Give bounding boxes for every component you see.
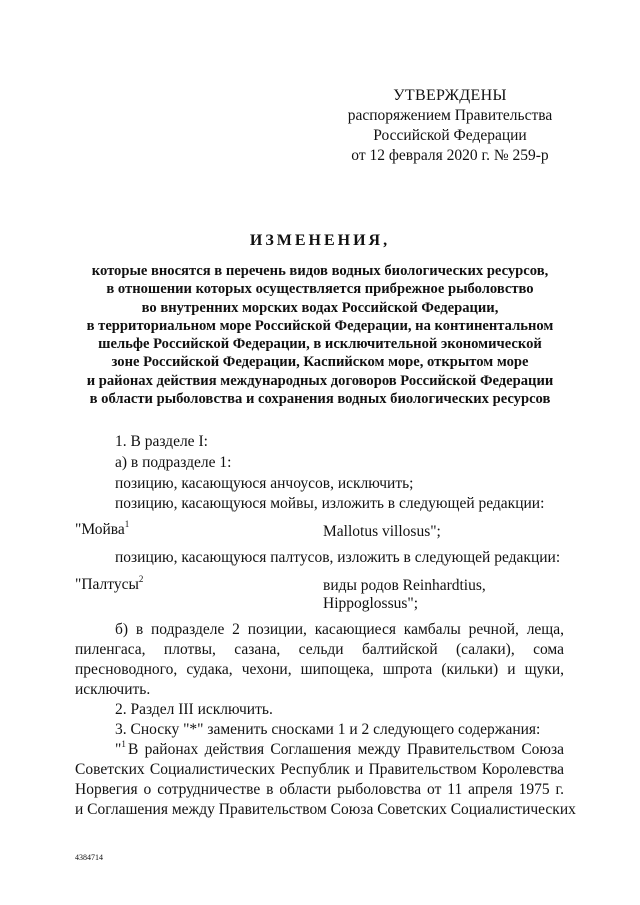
footnote-line: и Соглашения между Правительством Союза Советских Социалистических: [75, 801, 576, 818]
footnote-number: 1: [121, 738, 126, 749]
paragraph-subsection-b-line: пресноводного, судака, чехони, шипощека, шпрота (кильки) и щуки,: [75, 661, 564, 678]
paragraph-subsection-b-line: исключить.: [75, 681, 151, 698]
subtitle-line: зоне Российской Федерации, Каспийском море, открытом море: [111, 354, 529, 371]
entry-halibut-latin-1: виды родов Reinhardtius,: [323, 577, 486, 594]
subtitle-line: в территориальном море Российской Федерации, на континентальном: [86, 317, 554, 334]
footnote-quote: ": [115, 741, 122, 758]
footnote-open: [115, 740, 126, 760]
document-title: ИЗМЕНЕНИЯ,: [249, 232, 391, 249]
footnote-line: Норвегия о сотрудничестве в области рыболовства от 11 апреля 1975 г.: [75, 781, 564, 798]
approval-line-2: Российской Федерации: [373, 127, 527, 144]
footnote-mark-2: 2: [138, 573, 144, 584]
subtitle-line: во внутренних морских водах Российской Федерации,: [141, 299, 499, 316]
subtitle-line: в отношении которых осуществляется прибрежное рыболовство: [106, 281, 534, 298]
approval-stamp: [330, 86, 570, 166]
approval-line-3: от 12 февраля 2020 г. № 259-р: [351, 147, 549, 164]
paragraph-section-1: 1. В разделе I:: [115, 433, 208, 450]
footnote-mark-1: 1: [124, 518, 130, 529]
approval-line-1: распоряжением Правительства: [347, 107, 553, 124]
entry-capelin-text: "Мойва: [75, 521, 125, 538]
entry-halibut-name: [75, 575, 143, 595]
footnote-line: В районах действия Соглашения между Правительством Союза: [128, 741, 564, 758]
entry-capelin-name: [75, 520, 129, 540]
subtitle-line: в области рыболовства и сохранения водных биологических ресурсов: [89, 391, 551, 408]
paragraph-subsection-b-line: б) в подразделе 2 позиции, касающиеся камбалы речной, леща,: [115, 621, 564, 638]
paragraph-section-3: 3. Сноску "*" заменить сносками 1 и 2 следующего содержания:: [115, 721, 541, 738]
entry-capelin-latin: Mallotus villosus";: [323, 523, 441, 540]
paragraph-subsection-a: а) в подразделе 1:: [115, 454, 232, 471]
subtitle-line: которые вносятся в перечень видов водных биологических ресурсов,: [91, 263, 549, 279]
paragraph-section-2: 2. Раздел III исключить.: [115, 701, 273, 718]
paragraph-halibut: позицию, касающуюся палтусов, изложить в следующей редакции:: [115, 549, 561, 566]
paragraph-capelin: позицию, касающуюся мойвы, изложить в следующей редакции:: [115, 495, 545, 512]
entry-halibut-latin-2: Hippoglossus";: [323, 595, 419, 612]
footnote-line: Советских Социалистических Республик и Правительством Королевства: [75, 761, 564, 778]
entry-halibut-text: "Палтусы: [75, 576, 139, 593]
paragraph-anchovy: позицию, касающуюся анчоусов, исключить;: [115, 475, 414, 492]
approved-heading: УТВЕРЖДЕНЫ: [393, 87, 507, 104]
document-subtitle: [60, 262, 580, 408]
document-code: 4384714: [75, 853, 103, 862]
subtitle-line: и районах действия международных договоров Российской Федерации: [86, 372, 554, 389]
subtitle-line: шельфе Российской Федерации, в исключительной экономической: [98, 336, 542, 353]
paragraph-subsection-b-line: пиленгаса, плотвы, сазана, сельди балтийской (салаки), сома: [75, 641, 564, 658]
